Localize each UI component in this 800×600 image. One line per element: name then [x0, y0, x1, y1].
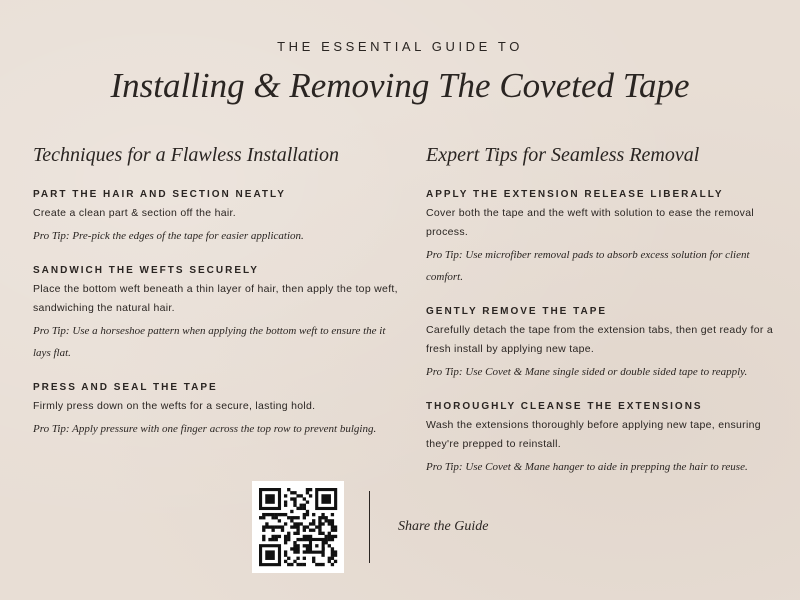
step-title: SANDWICH THE WEFTS SECURELY [33, 265, 259, 276]
step-body: Place the bottom weft beneath a thin layer of hair, then apply the top weft, sandwiching the natural hair. [33, 283, 398, 314]
guide-title: Installing & Removing The Coveted Tape [110, 66, 690, 105]
step-title: PART THE HAIR AND SECTION NEATLY [33, 189, 286, 200]
installation-step [33, 265, 403, 364]
step-title: PRESS AND SEAL THE TAPE [33, 382, 218, 393]
step-body: Cover both the tape and the weft with solution to ease the removal process. [426, 207, 754, 238]
step-title: THOROUGHLY CLEANSE THE EXTENSIONS [426, 401, 703, 412]
removal-step [426, 306, 786, 383]
pro-tip: Pro Tip: Use Covet & Mane single sided or double sided tape to reapply. [426, 366, 748, 378]
removal-column [426, 144, 786, 496]
step-body: Firmly press down on the wefts for a secure, lasting hold. [33, 400, 316, 412]
installation-step [33, 189, 403, 247]
installation-column [33, 144, 403, 458]
qr-code-graphic [252, 481, 344, 573]
installation-heading: Techniques for a Flawless Installation [33, 144, 339, 166]
pro-tip: Pro Tip: Use microfiber removal pads to absorb excess solution for client comfort. [426, 249, 750, 283]
removal-heading: Expert Tips for Seamless Removal [426, 144, 700, 166]
step-body: Carefully detach the tape from the extension tabs, then get ready for a fresh install by applying new tape. [426, 324, 773, 355]
step-title: GENTLY REMOVE THE TAPE [426, 306, 608, 317]
pro-tip: Pro Tip: Pre-pick the edges of the tape for easier application. [33, 230, 304, 242]
guide-kicker: THE ESSENTIAL GUIDE TO [277, 39, 523, 54]
pro-tip: Pro Tip: Apply pressure with one finger across the top row to prevent bulging. [33, 423, 377, 435]
step-title: APPLY THE EXTENSION RELEASE LIBERALLY [426, 189, 724, 200]
removal-step [426, 401, 786, 478]
pro-tip: Pro Tip: Use a horseshoe pattern when applying the bottom weft to ensure the it lays flat. [33, 325, 386, 359]
installation-step [33, 382, 403, 440]
qr-code-icon[interactable] [252, 481, 344, 573]
pro-tip: Pro Tip: Use Covet & Mane hanger to aide in prepping the hair to reuse. [426, 461, 748, 473]
removal-step [426, 189, 786, 288]
step-body: Create a clean part & section off the hair. [33, 207, 236, 219]
share-guide-label[interactable]: Share the Guide [398, 519, 489, 534]
footer-divider [369, 491, 370, 563]
step-body: Wash the extensions thoroughly before applying new tape, ensuring they're prepped to reinstall. [426, 419, 761, 450]
